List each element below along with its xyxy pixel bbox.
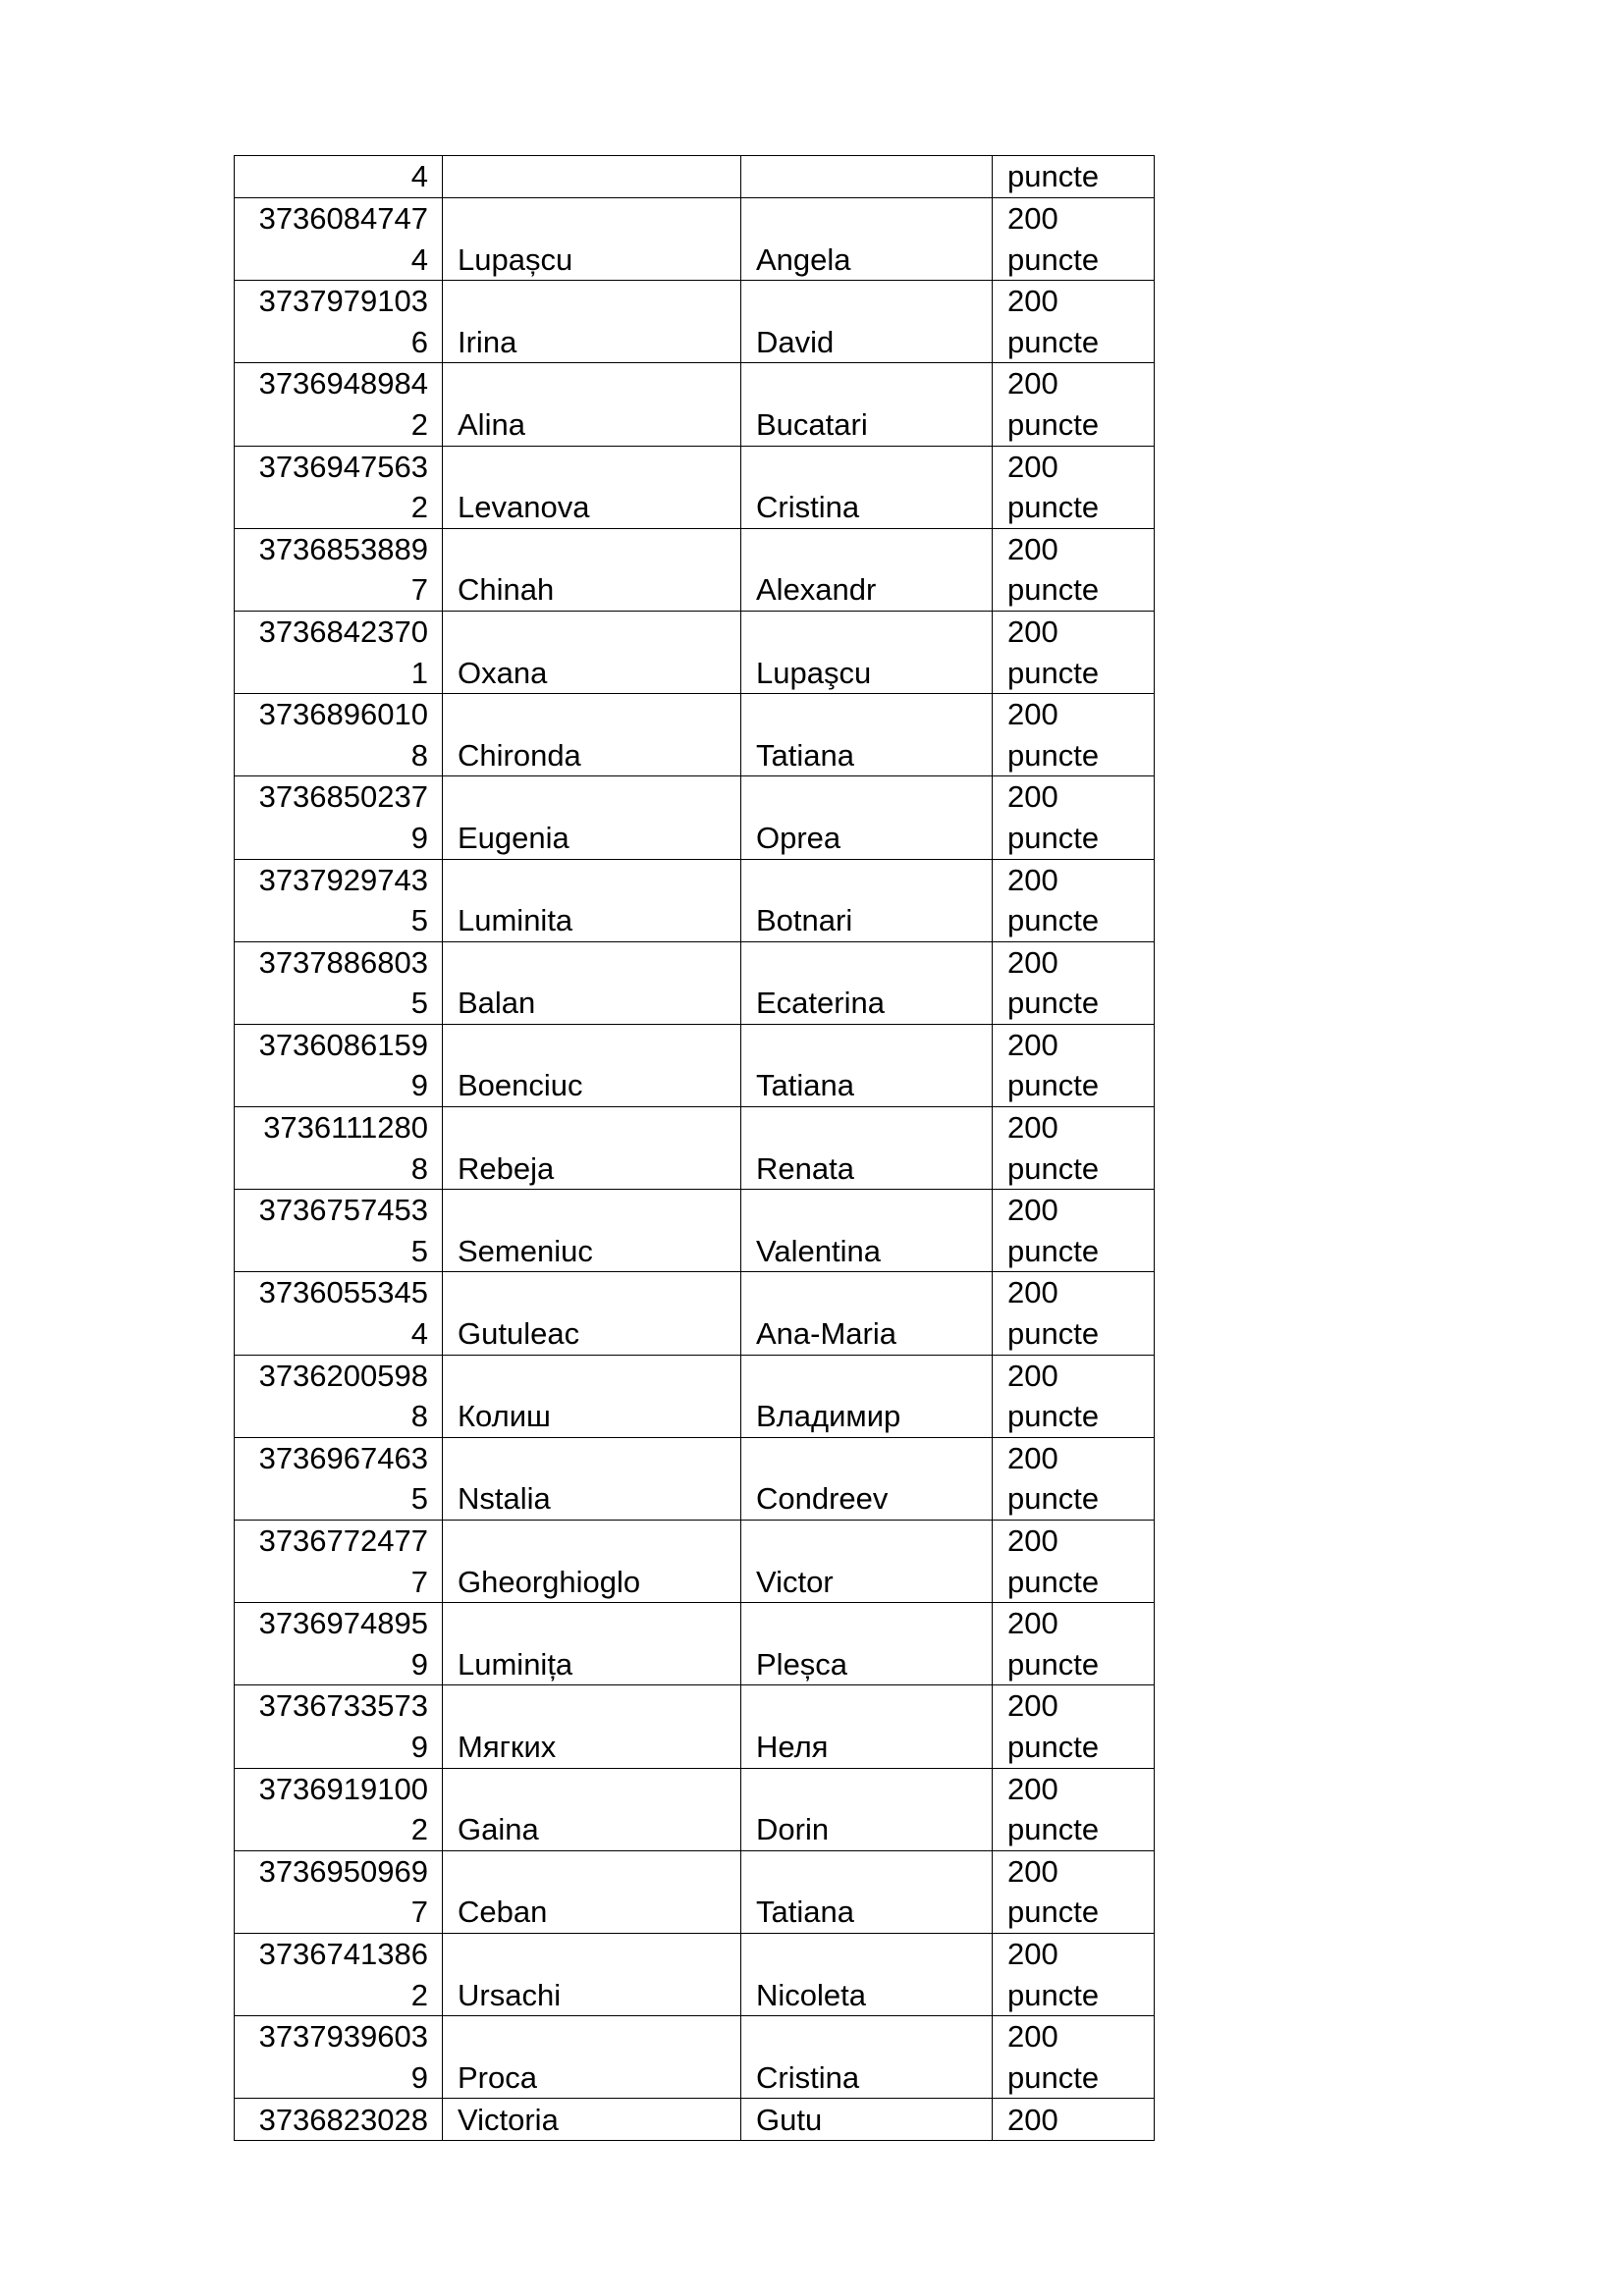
phone-line-1: 3736950969 <box>258 1853 428 1889</box>
points-cell <box>993 1190 1155 1272</box>
second-name-cell: Tatiana <box>741 1850 993 1933</box>
points-unit: puncte <box>1007 1481 1100 1517</box>
phone-cell <box>235 1521 443 1603</box>
name-cell: Boenciuc <box>443 1024 741 1106</box>
participants-table <box>234 155 1155 2141</box>
points-cell <box>993 941 1155 1024</box>
points-cell <box>993 2099 1155 2141</box>
points-unit: puncte <box>1007 1233 1100 1268</box>
phone-line-1: 3736733573 <box>258 1688 428 1724</box>
points-value: 200 <box>1007 201 1058 236</box>
points-cell <box>993 446 1155 528</box>
phone-cell <box>235 1437 443 1520</box>
phone-line-1: 3736974895 <box>258 1606 428 1641</box>
points-unit: puncte <box>1007 1399 1100 1434</box>
second-name-cell <box>741 156 993 198</box>
phone-line-1: 3736947563 <box>258 449 428 484</box>
second-name-cell: Nicoleta <box>741 1933 993 2015</box>
table-row <box>235 1768 1155 1850</box>
phone-line-2: 6 <box>410 324 428 359</box>
points-value: 200 <box>1007 1853 1058 1889</box>
name-cell: Колиш <box>443 1355 741 1437</box>
points-cell <box>993 528 1155 611</box>
phone-cell <box>235 156 443 198</box>
phone-line-1: 3736853889 <box>258 531 428 566</box>
second-name-cell: Angela <box>741 198 993 281</box>
phone-line-1: 3736842370 <box>258 614 428 649</box>
name-cell: Oxana <box>443 611 741 693</box>
phone-cell <box>235 198 443 281</box>
second-name-cell: Cristina <box>741 446 993 528</box>
phone-cell <box>235 1850 443 1933</box>
phone-cell <box>235 1933 443 2015</box>
phone-line-2: 5 <box>410 1233 428 1268</box>
points-unit: puncte <box>1007 1068 1100 1103</box>
phone-cell <box>235 363 443 446</box>
phone-line-2: 9 <box>410 1729 428 1764</box>
table-row <box>235 941 1155 1024</box>
phone-line-1: 3737929743 <box>258 862 428 897</box>
second-name-cell: David <box>741 281 993 363</box>
table-row <box>235 776 1155 859</box>
phone-line-2: 8 <box>410 737 428 773</box>
phone-line-2: 4 <box>410 159 428 194</box>
points-unit: puncte <box>1007 1977 1100 2012</box>
table-row <box>235 1933 1155 2015</box>
points-cell <box>993 694 1155 776</box>
second-name-cell: Alexandr <box>741 528 993 611</box>
points-value: 200 <box>1007 449 1058 484</box>
table-row <box>235 859 1155 941</box>
points-value: 200 <box>1007 1688 1058 1724</box>
points-unit: puncte <box>1007 2059 1100 2095</box>
points-cell <box>993 1024 1155 1106</box>
points-value: 200 <box>1007 697 1058 732</box>
points-value: 200 <box>1007 779 1058 815</box>
points-unit: puncte <box>1007 1316 1100 1352</box>
points-cell <box>993 198 1155 281</box>
phone-line-1: 3736084747 <box>258 201 428 236</box>
second-name-cell: Dorin <box>741 1768 993 1850</box>
points-cell <box>993 1933 1155 2015</box>
points-value: 200 <box>1007 366 1058 401</box>
points-cell <box>993 1355 1155 1437</box>
points-unit: puncte <box>1007 490 1100 525</box>
phone-line-1: 3736757453 <box>258 1193 428 1228</box>
points-value: 200 <box>1007 614 1058 649</box>
second-name-cell: Неля <box>741 1685 993 1768</box>
phone-line-2: 9 <box>410 820 428 855</box>
points-unit: puncte <box>1007 1812 1100 1847</box>
phone-line-2: 3736823028 <box>258 2102 428 2137</box>
points-unit: puncte <box>1007 1646 1100 1682</box>
phone-line-1: 3736086159 <box>258 1027 428 1062</box>
second-name-cell: Renata <box>741 1107 993 1190</box>
second-name-cell: Tatiana <box>741 1024 993 1106</box>
points-unit: puncte <box>1007 903 1100 938</box>
table-row <box>235 1355 1155 1437</box>
name-cell: Chironda <box>443 694 741 776</box>
phone-cell <box>235 1272 443 1355</box>
name-cell: Alina <box>443 363 741 446</box>
points-unit: puncte <box>1007 406 1100 442</box>
points-value: 200 <box>1007 862 1058 897</box>
points-value: 200 <box>1007 1193 1058 1228</box>
name-cell: Luminița <box>443 1603 741 1685</box>
phone-line-2: 8 <box>410 1399 428 1434</box>
points-value: 200 <box>1007 1440 1058 1475</box>
phone-line-2: 9 <box>410 1068 428 1103</box>
phone-line-1: 3736919100 <box>258 1771 428 1806</box>
points-unit: puncte <box>1007 1150 1100 1186</box>
points-unit: puncte <box>1007 159 1100 194</box>
table-row <box>235 446 1155 528</box>
table-row <box>235 1272 1155 1355</box>
name-cell: Gutuleac <box>443 1272 741 1355</box>
points-value: 200 <box>1007 2019 1058 2055</box>
points-cell <box>993 1603 1155 1685</box>
table-row <box>235 1437 1155 1520</box>
points-cell <box>993 859 1155 941</box>
phone-line-2: 5 <box>410 1481 428 1517</box>
phone-cell <box>235 1603 443 1685</box>
name-cell: Victoria <box>443 2099 741 2141</box>
points-cell <box>993 1107 1155 1190</box>
name-cell: Irina <box>443 281 741 363</box>
second-name-cell: Lupaşcu <box>741 611 993 693</box>
points-cell <box>993 363 1155 446</box>
table-row <box>235 528 1155 611</box>
points-cell <box>993 2016 1155 2099</box>
points-cell <box>993 611 1155 693</box>
phone-line-1: 3736896010 <box>258 697 428 732</box>
second-name-cell: Pleșca <box>741 1603 993 1685</box>
name-cell: Rebeja <box>443 1107 741 1190</box>
points-cell <box>993 1850 1155 1933</box>
points-unit: puncte <box>1007 986 1100 1021</box>
table-row <box>235 1685 1155 1768</box>
points-value: 200 <box>1007 284 1058 319</box>
phone-cell <box>235 1355 443 1437</box>
table-row <box>235 611 1155 693</box>
second-name-cell: Bucatari <box>741 363 993 446</box>
phone-line-2: 2 <box>410 1977 428 2012</box>
phone-line-1: 3736948984 <box>258 366 428 401</box>
table-body <box>235 156 1155 2141</box>
phone-line-2: 7 <box>410 1895 428 1930</box>
name-cell: Luminita <box>443 859 741 941</box>
points-unit: puncte <box>1007 737 1100 773</box>
phone-line-2: 9 <box>410 2059 428 2095</box>
phone-line-1: 3736967463 <box>258 1440 428 1475</box>
points-value: 200 <box>1007 1606 1058 1641</box>
name-cell: Ceban <box>443 1850 741 1933</box>
points-unit: puncte <box>1007 655 1100 690</box>
phone-cell <box>235 1107 443 1190</box>
points-cell <box>993 1768 1155 1850</box>
points-cell <box>993 156 1155 198</box>
phone-line-2: 7 <box>410 1564 428 1599</box>
points-unit: puncte <box>1007 820 1100 855</box>
phone-line-2: 2 <box>410 490 428 525</box>
points-unit: puncte <box>1007 241 1100 277</box>
points-unit: puncte <box>1007 1895 1100 1930</box>
name-cell: Balan <box>443 941 741 1024</box>
name-cell: Levanova <box>443 446 741 528</box>
table-row <box>235 198 1155 281</box>
phone-cell <box>235 1190 443 1272</box>
phone-line-2: 4 <box>410 1316 428 1352</box>
points-value: 200 <box>1007 1771 1058 1806</box>
phone-line-1: 3737886803 <box>258 944 428 980</box>
phone-line-2: 2 <box>410 1812 428 1847</box>
table-row <box>235 156 1155 198</box>
name-cell: Lupașcu <box>443 198 741 281</box>
second-name-cell: Oprea <box>741 776 993 859</box>
name-cell: Gaina <box>443 1768 741 1850</box>
points-unit: puncte <box>1007 324 1100 359</box>
points-value: 200 <box>1007 531 1058 566</box>
points-value: 200 <box>1007 944 1058 980</box>
points-cell <box>993 281 1155 363</box>
second-name-cell: Victor <box>741 1521 993 1603</box>
table-row <box>235 2016 1155 2099</box>
phone-cell <box>235 528 443 611</box>
table-row <box>235 1603 1155 1685</box>
phone-line-1: 3737979103 <box>258 284 428 319</box>
name-cell <box>443 156 741 198</box>
points-value: 200 <box>1007 1110 1058 1146</box>
phone-cell <box>235 446 443 528</box>
phone-cell <box>235 2016 443 2099</box>
table-row <box>235 1190 1155 1272</box>
points-cell <box>993 1272 1155 1355</box>
table-row <box>235 1107 1155 1190</box>
name-cell: Мягких <box>443 1685 741 1768</box>
points-unit: puncte <box>1007 572 1100 608</box>
table-row <box>235 2099 1155 2141</box>
table-row <box>235 363 1155 446</box>
second-name-cell: Владимир <box>741 1355 993 1437</box>
name-cell: Gheorghioglo <box>443 1521 741 1603</box>
phone-cell <box>235 2099 443 2141</box>
table-row <box>235 694 1155 776</box>
points-unit: puncte <box>1007 1564 1100 1599</box>
points-cell <box>993 1521 1155 1603</box>
second-name-cell: Ecaterina <box>741 941 993 1024</box>
name-cell: Nstalia <box>443 1437 741 1520</box>
phone-line-1: 3736055345 <box>258 1275 428 1310</box>
table-row <box>235 1521 1155 1603</box>
phone-cell <box>235 694 443 776</box>
points-value: 200 <box>1007 1523 1058 1558</box>
phone-cell <box>235 776 443 859</box>
phone-cell <box>235 859 443 941</box>
second-name-cell: Tatiana <box>741 694 993 776</box>
points-value: 200 <box>1007 1027 1058 1062</box>
name-cell: Eugenia <box>443 776 741 859</box>
points-value: 200 <box>1007 1358 1058 1393</box>
name-cell: Ursachi <box>443 1933 741 2015</box>
phone-line-2: 1 <box>410 655 428 690</box>
phone-cell <box>235 611 443 693</box>
points-value: 200 <box>1007 1936 1058 1971</box>
phone-line-1: 3736772477 <box>258 1523 428 1558</box>
phone-cell <box>235 281 443 363</box>
table-row <box>235 1024 1155 1106</box>
second-name-cell: Condreev <box>741 1437 993 1520</box>
second-name-cell: Botnari <box>741 859 993 941</box>
phone-line-1: 3736111280 <box>263 1110 428 1146</box>
phone-cell <box>235 1685 443 1768</box>
points-cell <box>993 1685 1155 1768</box>
second-name-cell: Gutu <box>741 2099 993 2141</box>
phone-line-1: 3736741386 <box>258 1936 428 1971</box>
second-name-cell: Cristina <box>741 2016 993 2099</box>
table-row <box>235 1850 1155 1933</box>
phone-line-1: 3736850237 <box>258 779 428 815</box>
points-unit: 200 <box>1007 2102 1058 2137</box>
phone-line-2: 9 <box>410 1646 428 1682</box>
phone-cell <box>235 1768 443 1850</box>
points-unit: puncte <box>1007 1729 1100 1764</box>
phone-line-2: 2 <box>410 406 428 442</box>
phone-line-2: 7 <box>410 572 428 608</box>
points-cell <box>993 1437 1155 1520</box>
points-cell <box>993 776 1155 859</box>
name-cell: Proca <box>443 2016 741 2099</box>
phone-line-2: 5 <box>410 986 428 1021</box>
phone-line-2: 4 <box>410 241 428 277</box>
phone-cell <box>235 1024 443 1106</box>
name-cell: Chinah <box>443 528 741 611</box>
phone-line-2: 5 <box>410 903 428 938</box>
second-name-cell: Ana-Maria <box>741 1272 993 1355</box>
table-row <box>235 281 1155 363</box>
phone-line-2: 8 <box>410 1150 428 1186</box>
phone-cell <box>235 941 443 1024</box>
phone-line-1: 3736200598 <box>258 1358 428 1393</box>
name-cell: Semeniuc <box>443 1190 741 1272</box>
points-value: 200 <box>1007 1275 1058 1310</box>
second-name-cell: Valentina <box>741 1190 993 1272</box>
phone-line-1: 3737939603 <box>258 2019 428 2055</box>
